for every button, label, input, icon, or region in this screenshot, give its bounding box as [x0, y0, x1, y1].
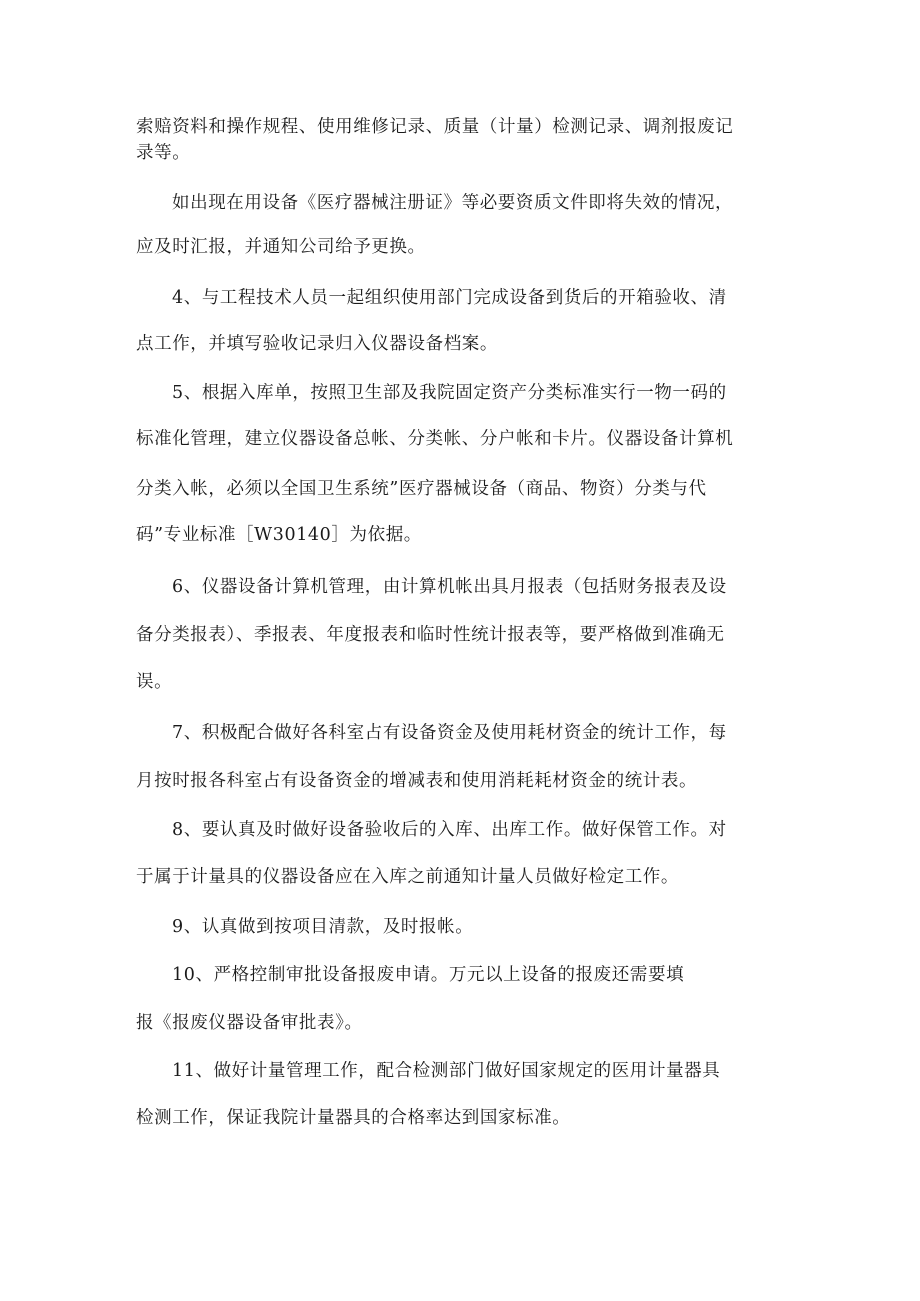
text-line: 7、积极配合做好各科室占有设备资金及使用耗材资金的统计工作，每 — [172, 723, 727, 743]
text-line: 10、严格控制审批设备报废申请。万元以上设备的报废还需要填 — [172, 965, 685, 985]
text-line: 8、要认真及时做好设备验收后的入库、出库工作。做好保管工作。对 — [172, 820, 727, 840]
text-line: 如出现在用设备《医疗器械注册证》等必要资质文件即将失效的情况， — [172, 193, 734, 213]
text-line: 于属于计量具的仪器设备应在入库之前通知计量人员做好检定工作。 — [136, 867, 679, 887]
text-line: 月按时报各科室占有设备资金的增减表和使用消耗耗材资金的统计表。 — [136, 771, 698, 791]
text-line: 检测工作，保证我院计量器具的合格率达到国家标准。 — [136, 1108, 571, 1128]
text-line: 6、仪器设备计算机管理，由计算机帐出具月报表（包括财务报表及设 — [172, 577, 727, 597]
text-line: 报《报废仪器设备审批表》。 — [136, 1013, 363, 1033]
text-line: 9、认真做到按项目清款，及时报帐。 — [172, 917, 474, 937]
text-line: 5、根据入库单，按照卫生部及我院固定资产分类标准实行一物一码的 — [172, 383, 727, 403]
text-line: 标准化管理，建立仪器设备总帐、分类帐、分户帐和卡片。仪器设备计算机 — [136, 429, 734, 449]
text-line: 4、与工程技术人员一起组织使用部门完成设备到货后的开箱验收、清 — [172, 288, 727, 308]
text-line: 索赔资料和操作规程、使用维修记录、质量（计量）检测记录、调剂报废记 — [136, 117, 734, 137]
text-line: 点工作，并填写验收记录归入仪器设备档案。 — [136, 334, 498, 354]
text-line: 录等。 — [136, 143, 191, 163]
text-line: 应及时汇报，并通知公司给予更换。 — [136, 237, 426, 257]
text-line: 11、做好计量管理工作，配合检测部门做好国家规定的医用计量器具 — [172, 1061, 721, 1081]
text-line: 分类入帐，必须以全国卫生系统”医疗器械设备（商品、物资）分类与代 — [136, 479, 707, 499]
text-line: 误。 — [136, 672, 173, 692]
text-line: 备分类报表）、季报表、年度报表和临时性统计报表等，要严格做到准确无 — [136, 625, 725, 645]
text-line: 码”专业标准［W30140］为依据。 — [136, 525, 422, 545]
